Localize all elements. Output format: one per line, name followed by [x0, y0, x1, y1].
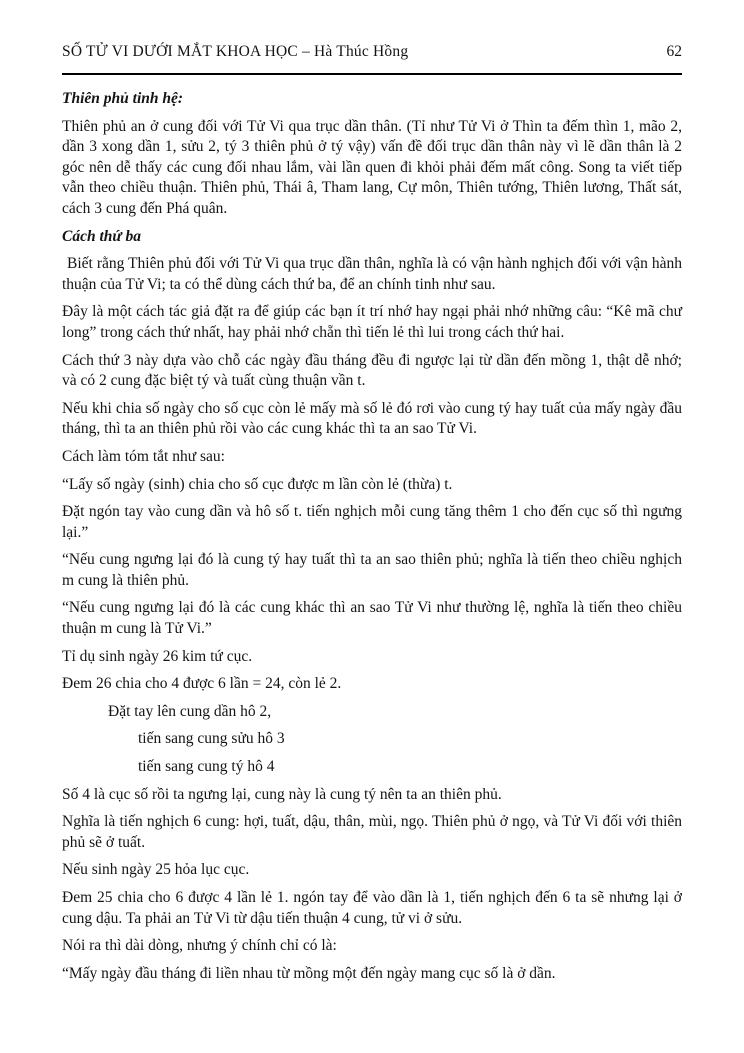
paragraph: “Lấy số ngày (sinh) chia cho số cục được m lần còn lẻ (thừa) t.: [62, 475, 453, 493]
paragraph: Thiên phủ an ở cung đối với Tử Vi qua trục dần thân. (Tỉ như Tử Vi ở Thìn ta đếm thìn 1, mão 2, dần 3 xong dần 1, sửu 2, tý 3 thiên phủ ở tý vậy) vấn đề đối trục dần thân này vì lẽ dần thân là 2 góc nên dễ thấy các cung đối nhau lắm, vài lần quen đi khỏi phải đếm mất công. Song ta viết tiếp vẫn theo chiều thuận. Thiên phủ, Thái â, Tham lang, Cự môn, Thiên tướng, Thiên lương, Thất sát, cách 3 cung đến Phá quân.: [62, 117, 682, 217]
header-rule: [62, 73, 682, 75]
paragraph: Đem 26 chia cho 4 được 6 lần = 24, còn lẻ 2.: [62, 675, 342, 693]
paragraph: Nếu sinh ngày 25 hỏa lục cục.: [62, 861, 250, 879]
paragraph: Cách thứ 3 này dựa vào chỗ các ngày đầu tháng đều đi ngược lại từ dần đến mồng 1, thật dễ nhớ; và có 2 cung đặc biệt tý và tuất cùng thuận vần t.: [62, 351, 682, 390]
section-heading: Thiên phủ tinh hệ:: [62, 90, 184, 107]
paragraph: “Nếu cung ngưng lại đó là các cung khác thì an sao Tử Vi như thường lệ, nghĩa là tiến theo chiều thuận m cung là Tử Vi.”: [62, 599, 682, 638]
example-line: tiến sang cung tý hô 4: [138, 758, 275, 776]
paragraph: Đem 25 chia cho 6 được 4 lần lẻ 1. ngón tay để vào dần là 1, tiến nghịch đến 6 ta sẽ nhưng lại ở cung dậu. Ta phải an Tử Vi từ dậu tiến thuận 4 cung, tử vi ở sửu.: [62, 889, 682, 927]
paragraph: Nếu khi chia số ngày cho số cục còn lẻ mấy mà số lẻ đó rơi vào cung tý hay tuất của mấy ngày đầu tháng, thì ta an thiên phủ rồi vào các cung khác thì ta an sao Tử Vi.: [62, 399, 682, 438]
section-heading: Cách thứ ba: [62, 227, 142, 245]
paragraph: Đặt ngón tay vào cung dần và hô số t. tiến nghịch mỗi cung tăng thêm 1 cho đến cục số thì ngưng lại.”: [62, 503, 682, 541]
example-line: Đặt tay lên cung dần hô 2,: [108, 702, 272, 720]
paragraph: Nói ra thì dài dòng, nhưng ý chính chỉ có là:: [62, 937, 337, 955]
paragraph: “Nếu cung ngưng lại đó là cung tý hay tuất thì ta an sao thiên phủ; nghĩa là tiến theo chiều nghịch m cung là thiên phủ.: [62, 551, 682, 589]
running-header-title: SỐ TỬ VI DƯỚI MẮT KHOA HỌC – Hà Thúc Hồng: [62, 43, 409, 60]
paragraph: Đây là một cách tác giả đặt ra để giúp các bạn ít trí nhớ hay ngại phải nhớ những câu: “Kê mã chư long” trong cách thứ nhất, hay phải nhớ chẵn thì tiến lẻ thì lui trong cách thứ hai.: [62, 303, 682, 341]
paragraph: Tỉ dụ sinh ngày 26 kim tứ cục.: [62, 647, 253, 665]
paragraph: Biết rằng Thiên phủ đối với Tử Vi qua trục dần thân, nghĩa là có vận hành nghịch đối với vận hành thuận của Tử Vi; ta có thể dùng cách thứ ba, để an chính tinh như sau.: [62, 255, 682, 293]
paragraph: “Mấy ngày đầu tháng đi liền nhau từ mồng một đến ngày mang cục số là ở dần.: [62, 964, 556, 982]
example-line: tiến sang cung sửu hô 3: [138, 730, 285, 748]
paragraph: Cách làm tóm tắt như sau:: [62, 447, 225, 465]
paragraph: Nghĩa là tiến nghịch 6 cung: hợi, tuất, dậu, thân, mùi, ngọ. Thiên phủ ở ngọ, và Tử Vi đối với thiên phủ sẽ ở tuất.: [62, 813, 682, 851]
page-body: [62, 89, 682, 984]
running-header: [62, 42, 682, 62]
paragraph: Số 4 là cục số rồi ta ngưng lại, cung này là cung tý nên ta an thiên phủ.: [62, 785, 502, 803]
page-number: 62: [666, 43, 682, 60]
